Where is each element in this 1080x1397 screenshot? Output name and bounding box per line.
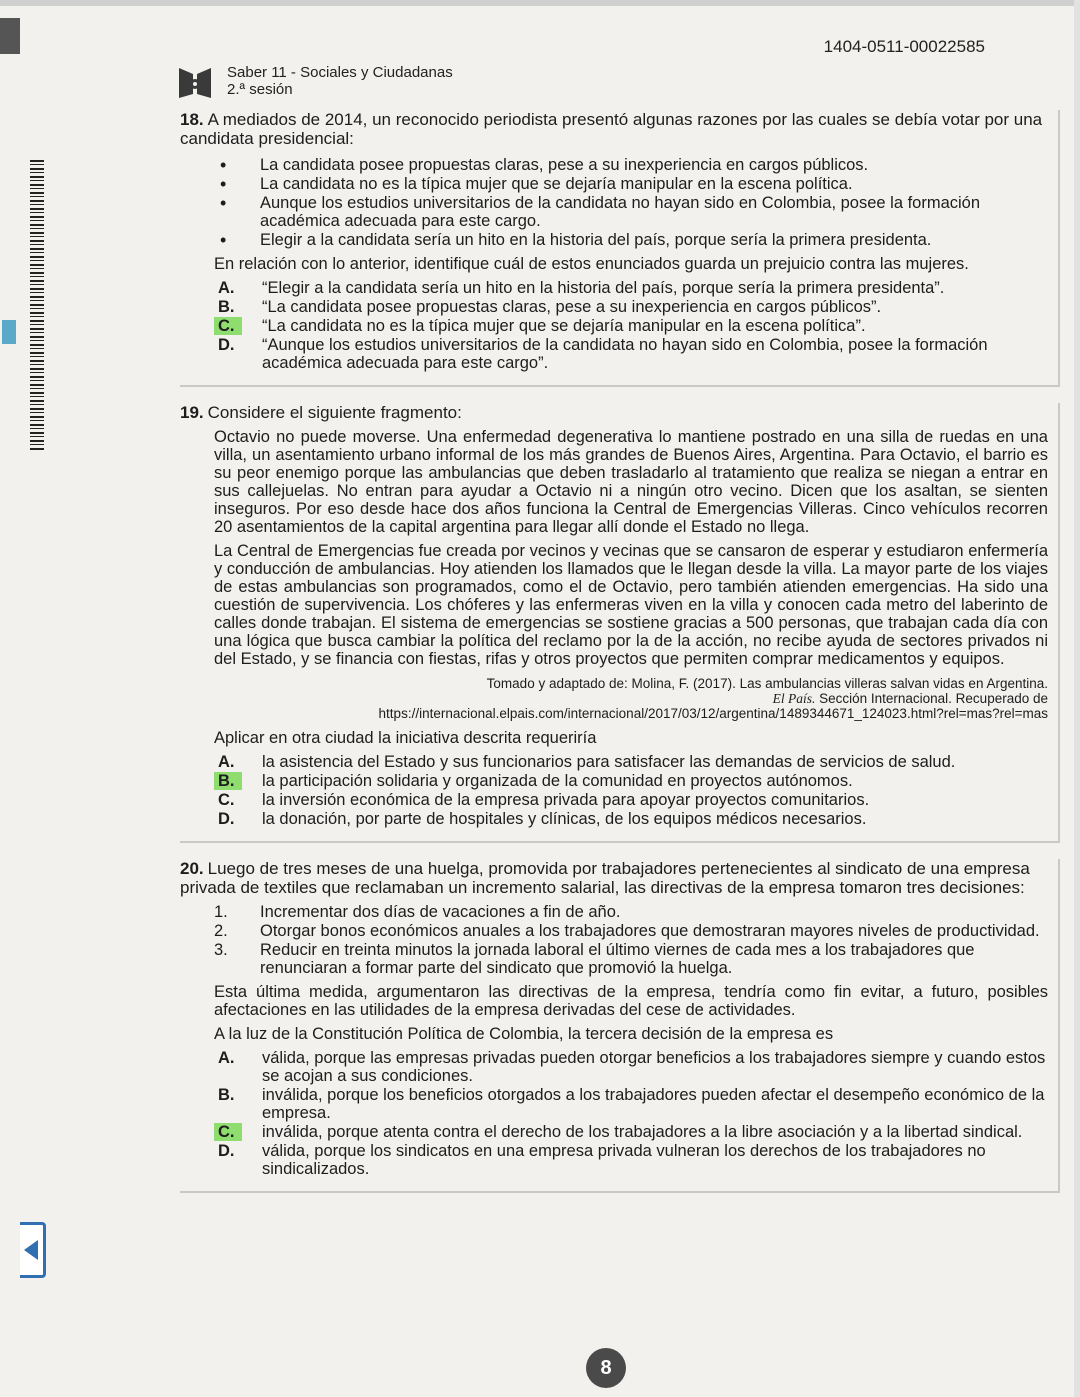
list-item: • La candidata posee propuestas claras, pese a su inexperiencia en cargos públicos. [214, 156, 1048, 174]
barcode [30, 160, 44, 450]
option-letter: B. [218, 298, 235, 316]
document-id: 1404-0511-00022585 [823, 37, 985, 56]
option-b[interactable] [214, 298, 1048, 316]
question-20 [180, 859, 1060, 1193]
question-19 [180, 403, 1060, 843]
option-d[interactable] [214, 336, 1048, 372]
option-letter: D. [218, 1142, 235, 1160]
registration-mark [0, 18, 20, 54]
item-number: 2. [214, 922, 228, 940]
page-number: 8 [586, 1348, 626, 1388]
header [227, 64, 453, 98]
list-item: • Aunque los estudios universitarios de la candidata no hayan sido en Colombia, posee la formación académica adecuada para este cargo. [214, 194, 1048, 230]
option-c[interactable] [214, 317, 1048, 335]
decision-list [214, 903, 1048, 977]
answer-options [214, 1049, 1048, 1178]
option-c[interactable] [214, 1123, 1048, 1141]
answer-options [214, 753, 1048, 828]
question-prompt: Aplicar en otra ciudad la iniciativa descrita requeriría [214, 729, 597, 747]
option-text: “Aunque los estudios universitarios de la candidata no hayan sido en Colombia, posee la formación académica adecuada para este cargo”. [262, 336, 988, 372]
option-text: la inversión económica de la empresa privada para apoyar proyectos comunitarios. [262, 791, 870, 809]
option-text: válida, porque los sindicatos en una empresa privada vulneran los derechos de los trabajadores no sindicalizados. [262, 1142, 986, 1178]
option-letter: D. [218, 810, 235, 828]
option-a[interactable] [214, 279, 1048, 297]
option-letter: A. [218, 1049, 235, 1067]
option-a[interactable] [214, 753, 1048, 771]
fragment-paragraph: La Central de Emergencias fue creada por vecinos y vecinas que se cansaron de esperar y estudiaron enfermería y conducción de ambulancias. Hoy atienden los llamados que le llegan desde la villa. La mayor parte de los viajes de estas ambulancias son programados, como el de Octavio, pero también atienden emergencias. Ha sido una cuestión de supervivencia. Los chóferes y las enfermeras viven en la villa y conocen cada metro del laberinto de calles donde trabajan. El sistema de emergencias se sostiene gracias a 500 personas, que trabajan cada día con una lógica que busca cambiar la política del reclamo por la de la acción, no recibe ayuda de sectores privados ni del Estado, y se financia con fiestas, rifas y otros proyectos que permiten comprar medicamentos y equipos. [214, 542, 1048, 668]
question-stem: Considere el siguiente fragmento: [207, 403, 462, 422]
option-text: la donación, por parte de hospitales y clínicas, de los equipos médicos necesarios. [262, 810, 867, 828]
option-letter-highlighted: C. [214, 1123, 242, 1141]
option-text: “Elegir a la candidata sería un hito en la historia del país, porque sería la primera presidenta”. [262, 279, 945, 297]
option-text: “La candidata no es la típica mujer que se dejaría manipular en la escena política”. [262, 317, 866, 335]
question-number: 19. [180, 403, 204, 422]
color-mark [2, 320, 16, 344]
icfes-logo-icon [177, 64, 213, 100]
option-text: la asistencia del Estado y sus funcionarios para satisfacer las demandas de servicios de salud. [262, 753, 956, 771]
list-item: • La candidata no es la típica mujer que se dejaría manipular en la escena política. [214, 175, 1048, 193]
question-18 [180, 110, 1060, 387]
question-stem: Luego de tres meses de una huelga, promovida por trabajadores pertenecientes al sindicato de una empresa privada de textiles que reclamaban un incremento salarial, las directivas de la empresa tomaron tres decisiones: [180, 859, 1030, 897]
question-prompt: A la luz de la Constitución Política de Colombia, la tercera decisión de la empresa es [214, 1025, 834, 1043]
option-text: inválida, porque atenta contra el derecho de los trabajadores a la libre asociación y a la libertad sindical. [262, 1123, 1023, 1141]
option-text: inválida, porque los beneficios otorgados a los trabajadores pueden afectar el desempeño económico de la empresa. [262, 1086, 1045, 1122]
option-b[interactable] [214, 772, 1048, 790]
option-text: válida, porque las empresas privadas pueden otorgar beneficios a los trabajadores siempre y cuando estos se acojan a sus condiciones. [262, 1049, 1046, 1085]
option-letter: B. [218, 1086, 235, 1104]
source-line: Tomado y adaptado de: Molina, F. (2017). Las ambulancias villeras salvan vidas en Argentina. [486, 676, 1048, 691]
list-item [214, 941, 1048, 977]
option-letter: A. [218, 753, 235, 771]
question-number: 18. [180, 110, 204, 129]
list-item: • Elegir a la candidata sería un hito en la historia del país, porque sería la primera presidenta. [214, 231, 1048, 249]
option-letter: C. [218, 791, 235, 809]
fragment-paragraph: Octavio no puede moverse. Una enfermedad degenerativa lo mantiene postrado en una silla de ruedas en una villa, un asentamiento urbano informal de los más grandes de Buenos Aires, Argentina. Para Octavio, el barrio es su peor enemigo porque las ambulancias que deben trasladarlo al tratamiento que realiza se niegan a entrar en sus callejuelas. No entran para ayudar a Octavio ni a ningún otro vecino. Dicen que los asaltan, se sienten inseguros. Por eso desde hace dos años funciona la Central de Emergencias Villeras. Cinco vehículos recorren 20 asentamientos de la capital argentina para llegar allí donde el Estado no llega. [214, 428, 1048, 536]
option-b[interactable] [214, 1086, 1048, 1122]
question-prompt: En relación con lo anterior, identifique cuál de estos enunciados guarda un prejuicio contra las mujeres. [214, 255, 969, 273]
source-url: https://internacional.elpais.com/internacional/2017/03/12/argentina/1489344671_124023.html?rel=mas?rel=mas [378, 706, 1048, 721]
item-number: 3. [214, 941, 228, 959]
option-d[interactable] [214, 1142, 1048, 1178]
scan-edge-right [1074, 0, 1080, 1397]
header-title: Saber 11 - Sociales y Ciudadanas [227, 64, 453, 81]
item-text: Reducir en treinta minutos la jornada laboral el último viernes de cada mes a los trabajadores que renunciaran a formar parte del sindicato que promovió la huelga. [260, 941, 975, 977]
question-number: 20. [180, 859, 204, 878]
item-text: Otorgar bonos económicos anuales a los trabajadores que demostraran mayores niveles de productividad. [260, 922, 1040, 940]
list-item [214, 903, 1048, 921]
option-letter: A. [218, 279, 235, 297]
scan-edge-top [0, 0, 1080, 6]
option-d[interactable] [214, 810, 1048, 828]
header-session: 2.ª sesión [227, 81, 293, 98]
option-letter: D. [218, 336, 235, 354]
option-text: “La candidata posee propuestas claras, pese a su inexperiencia en cargos públicos”. [262, 298, 882, 316]
source-citation [214, 676, 1048, 721]
option-text: la participación solidaria y organizada de la comunidad en proyectos autónomos. [262, 772, 853, 790]
option-letter-highlighted: C. [214, 317, 242, 335]
answer-options [214, 279, 1048, 372]
item-text: Incrementar dos días de vacaciones a fin de año. [260, 903, 621, 921]
option-c[interactable] [214, 791, 1048, 809]
item-number: 1. [214, 903, 228, 921]
option-a[interactable] [214, 1049, 1048, 1085]
side-tab-marker [20, 1222, 46, 1278]
source-publication: El País. [772, 691, 816, 706]
source-line: Sección Internacional. Recuperado de [819, 691, 1048, 706]
triangle-icon [24, 1240, 38, 1260]
option-letter-highlighted: B. [214, 772, 242, 790]
exam-content [180, 110, 1060, 1209]
reason-list [214, 156, 1048, 249]
question-stem: A mediados de 2014, un reconocido periodista presentó algunas razones por las cuales se debía votar por una candidata presidencial: [180, 110, 1043, 148]
context-paragraph: Esta última medida, argumentaron las directivas de la empresa, tendría como fin evitar, a futuro, posibles afectaciones en las utilidades de la empresa derivadas del cese de actividades. [214, 983, 1048, 1019]
list-item [214, 922, 1048, 940]
